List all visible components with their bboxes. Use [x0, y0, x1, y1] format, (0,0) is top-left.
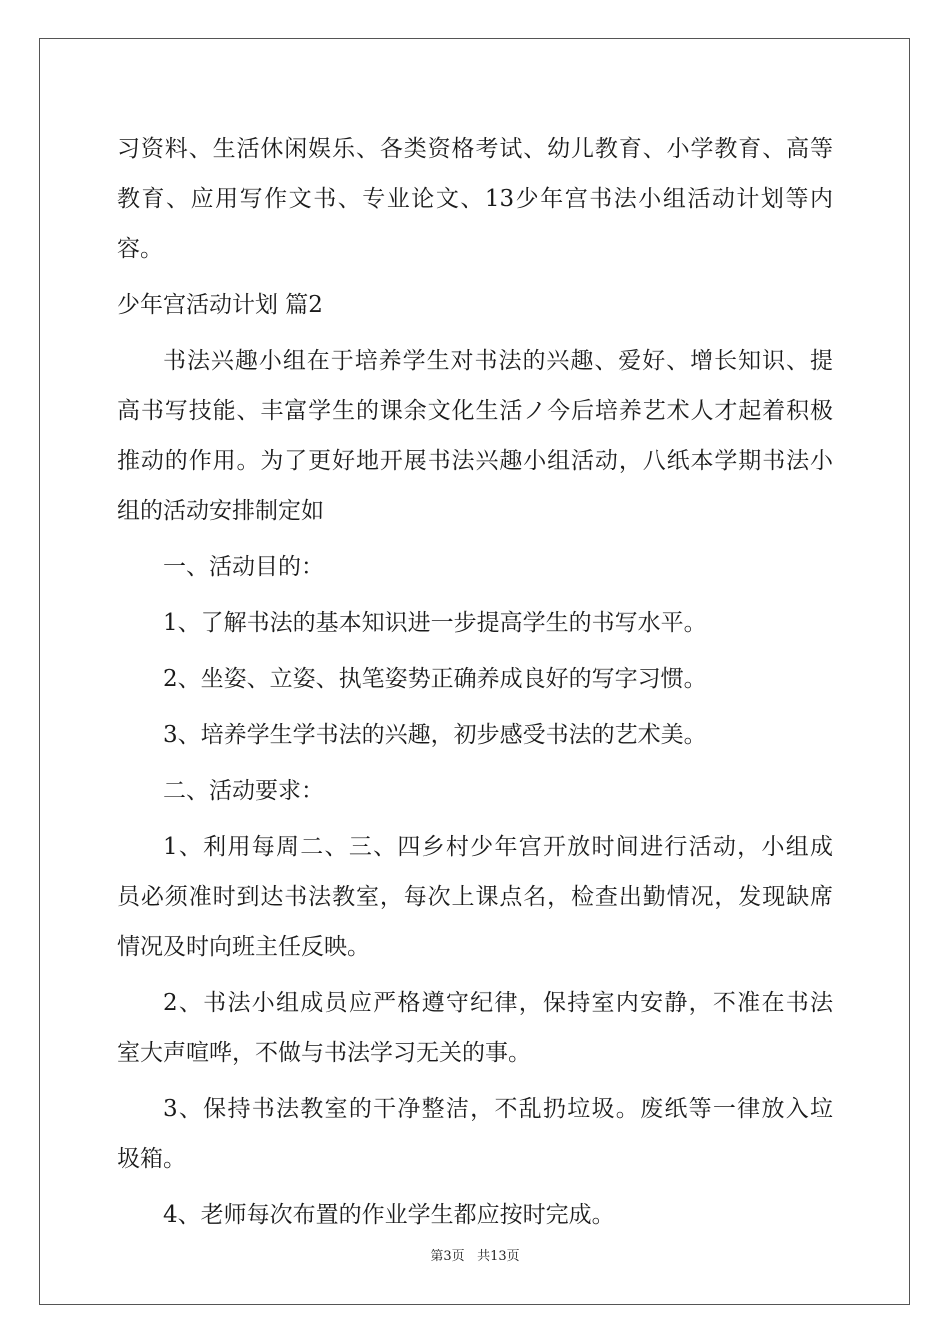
text-line: 室大声喧哗，不做与书法学习无关的事。	[117, 1040, 531, 1066]
list-item: 4、老师每次布置的作业学生都应按时完成。	[163, 1202, 615, 1228]
text-line: 教育、应用写作文书、专业论文、13少年宫书法小组活动计划等内	[117, 186, 833, 212]
document-body	[117, 124, 833, 1240]
list-item: 1、利用每周二、三、四乡村少年宫开放时间进行活动，小组成	[163, 834, 833, 860]
text-line: 高书写技能、丰富学生的课余文化生活ノ今后培养艺术人才起着积极	[117, 398, 833, 424]
text-line: 容。	[117, 236, 163, 262]
page-total: 共13页	[477, 1249, 520, 1264]
list-item: 2、书法小组成员应严格遵守纪律，保持室内安静，不准在书法	[163, 990, 833, 1016]
text-line: 情况及时向班主任反映。	[117, 934, 370, 960]
list-item: 3、保持书法教室的干净整洁，不乱扔垃圾。废纸等一律放入垃	[163, 1096, 833, 1122]
list-item: 2、坐姿、立姿、执笔姿势正确养成良好的写字习惯。	[163, 666, 707, 692]
text-line: 圾箱。	[117, 1146, 186, 1172]
text-line: 习资料、生活休闲娱乐、各类资格考试、幼儿教育、小学教育、高等	[117, 136, 833, 162]
text-line: 推动的作用。为了更好地开展书法兴趣小组活动，八纸本学期书法小	[117, 448, 833, 474]
text-line: 员必须准时到达书法教室，每次上课点名，检查出勤情况，发现缺席	[117, 884, 833, 910]
page-footer	[0, 1245, 950, 1264]
list-item: 1、了解书法的基本知识进一步提高学生的书写水平。	[163, 610, 707, 636]
section-heading: 少年宫活动计划 篇2	[117, 292, 323, 318]
subheading: 一、活动目的：	[163, 554, 324, 580]
list-item: 3、培养学生学书法的兴趣，初步感受书法的艺术美。	[163, 722, 707, 748]
page-number: 第3页	[430, 1249, 465, 1264]
text-line: 组的活动安排制定如	[117, 498, 324, 524]
subheading: 二、活动要求：	[163, 778, 324, 804]
text-line: 书法兴趣小组在于培养学生对书法的兴趣、爱好、增长知识、提	[163, 348, 833, 374]
